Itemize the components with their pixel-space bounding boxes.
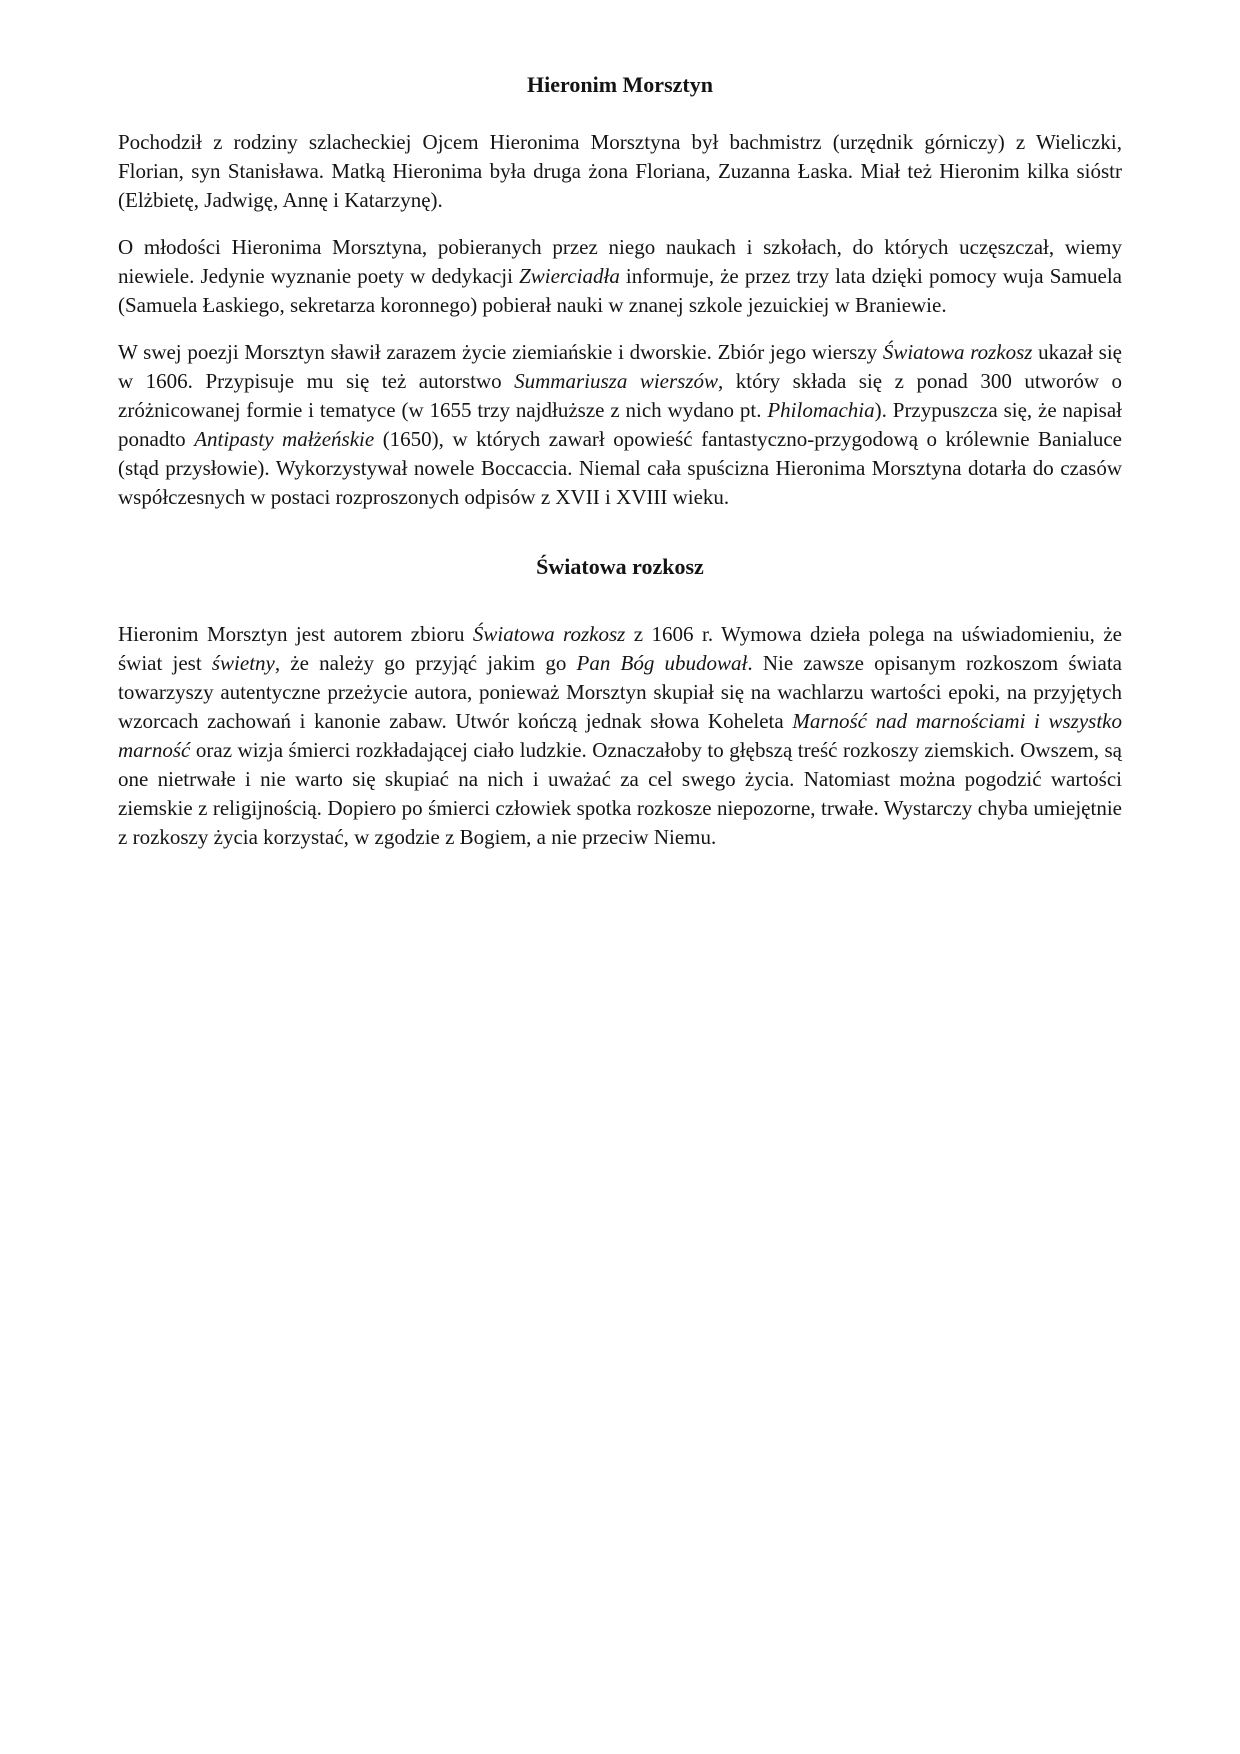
paragraph-origin: Pochodził z rodziny szlacheckiej Ojcem Hieronima Morsztyna był bachmistrz (urzędnik górniczy) z Wieliczki, Florian, syn Stanisława. Matką Hieronima była druga żona Floriana, Zuzanna Łaska. Miał też Hieronim kilka sióstr (Elżbietę, Jadwigę, Annę i Katarzynę). bbox=[118, 130, 1122, 212]
paragraph-youth: O młodości Hieronima Morsztyna, pobieranych przez niego naukach i szkołach, do których uczęszczał, wiemy niewiele. Jedynie wyznanie poety w dedykacji Zwierciadła informuje, że przez trzy lata dzięki pomocy wuja Samuela (Samuela Łaskiego, sekretarza koronnego) pobierał nauki w znanej szkole jezuickiej w Braniewie. bbox=[118, 235, 1122, 317]
section-heading-swiatowa-rozkosz: Światowa rozkosz bbox=[536, 554, 704, 579]
paragraph-works: W swej poezji Morsztyn sławił zarazem życie ziemiańskie i dworskie. Zbiór jego wierszy Światowa rozkosz ukazał się w 1606. Przypisuje mu się też autorstwo Summariusza wierszów, który składa się z ponad 300 utworów o zróżnicowanej formie i tematyce (w 1655 trzy najdłuższe z nich wydano pt. Philomachia). Przypuszcza się, że napisał ponadto Antipasty małżeńskie (1650), w których zawarł opowieść fantastyczno-przygodową o królewnie Banialuce (stąd przysłowie). Wykorzystywał nowele Boccaccia. Niemal cała spuścizna Hieronima Morsztyna dotarła do czasów współczesnych w postaci rozproszonych odpisów z XVII i XVIII wieku. bbox=[118, 340, 1123, 509]
section-swiatowa-rozkosz bbox=[118, 552, 1122, 852]
paragraph-swiatowa-rozkosz: Hieronim Morsztyn jest autorem zbioru Światowa rozkosz z 1606 r. Wymowa dzieła polega na uświadomieniu, że świat jest świetny, że należy go przyjąć jakim go Pan Bóg ubudował. Nie zawsze opisanym rozkoszom świata towarzyszy autentyczne przeżycie autora, ponieważ Morsztyn skupiał się na wachlarzu wartości epoki, na przyjętych wzorcach zachowań i kanonie zabaw. Utwór kończą jednak słowa Koheleta Marność nad marnościami i wszystko marność oraz wizja śmierci rozkładającej ciało ludzkie. Oznaczałoby to głębszą treść rozkoszy ziemskich. Owszem, są one nietrwałe i nie warto się skupiać na nich i uważać za cel swego życia. Natomiast można pogodzić wartości ziemskie z religijnością. Dopiero po śmierci człowiek spotka rozkosze niepozorne, trwałe. Wystarczy chyba umiejętnie z rozkoszy życia korzystać, w zgodzie z Bogiem, a nie przeciw Niemu. bbox=[118, 622, 1123, 849]
section-hieronim-morsztyn bbox=[118, 70, 1122, 512]
section-heading-hieronim-morsztyn: Hieronim Morsztyn bbox=[527, 72, 713, 97]
